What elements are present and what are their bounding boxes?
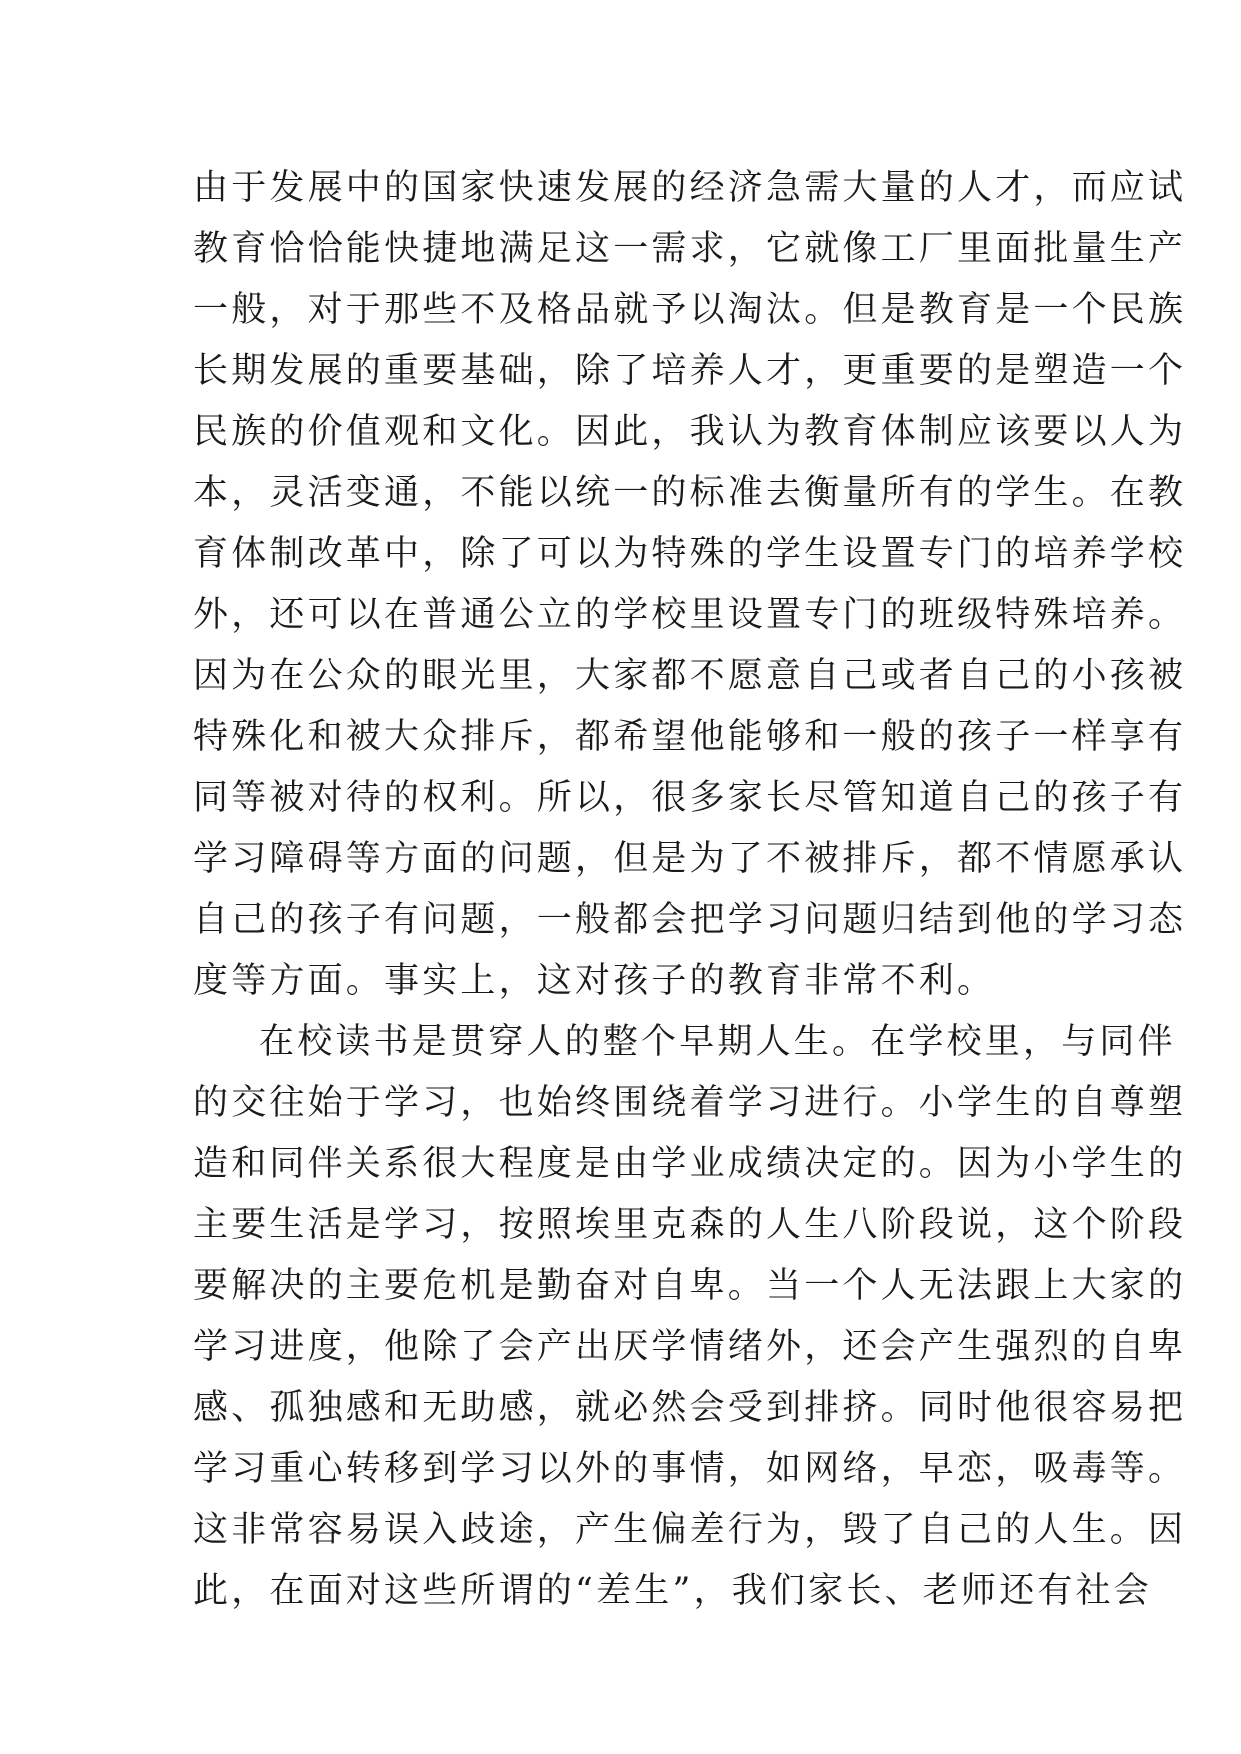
text-line: 长期发展的重要基础，除了培养人才，更重要的是塑造一个	[193, 351, 1187, 391]
text-line: 一般，对于那些不及格品就予以淘汰。但是教育是一个民族	[193, 290, 1187, 330]
text-line: 育体制改革中，除了可以为特殊的学生设置专门的培养学校	[193, 534, 1187, 574]
text-line: 因为在公众的眼光里，大家都不愿意自己或者自己的小孩被	[193, 656, 1187, 696]
text-line: 学习进度，他除了会产出厌学情绪外，还会产生强烈的自卑	[193, 1327, 1187, 1367]
text-line: 外，还可以在普通公立的学校里设置专门的班级特殊培养。	[193, 595, 1187, 635]
paragraph-2	[193, 1012, 1187, 1622]
text-line: 民族的价值观和文化。因此，我认为教育体制应该要以人为	[193, 412, 1187, 452]
text-line: 学习障碍等方面的问题，但是为了不被排斥，都不情愿承认	[193, 839, 1187, 879]
text-line: 造和同伴关系很大程度是由学业成绩决定的。因为小学生的	[193, 1144, 1187, 1184]
text-line: 同等被对待的权利。所以，很多家长尽管知道自己的孩子有	[193, 778, 1187, 818]
paragraph-1	[193, 158, 1187, 1012]
text-line: 度等方面。事实上，这对孩子的教育非常不利。	[193, 961, 996, 1001]
text-line: 要解决的主要危机是勤奋对自卑。当一个人无法跟上大家的	[193, 1266, 1187, 1306]
text-line: 主要生活是学习，按照埃里克森的人生八阶段说，这个阶段	[193, 1205, 1187, 1245]
text-line: 本，灵活变通，不能以统一的标准去衡量所有的学生。在教	[193, 473, 1187, 513]
text-line-first-indented: 在校读书是贯穿人的整个早期人生。在学校里，与同伴	[259, 1022, 1176, 1062]
text-line: 由于发展中的国家快速发展的经济急需大量的人才，而应试	[193, 168, 1187, 208]
text-line: 感、孤独感和无助感，就必然会受到排挤。同时他很容易把	[193, 1388, 1187, 1428]
text-line: 特殊化和被大众排斥，都希望他能够和一般的孩子一样享有	[193, 717, 1187, 757]
text-line: 此，在面对这些所谓的“差生”，我们家长、老师还有社会	[193, 1571, 1152, 1611]
text-line: 的交往始于学习，也始终围绕着学习进行。小学生的自尊塑	[193, 1083, 1187, 1123]
text-line: 这非常容易误入歧途，产生偏差行为，毁了自己的人生。因	[193, 1510, 1187, 1550]
body-text	[193, 158, 1187, 1622]
text-line: 教育恰恰能快捷地满足这一需求，它就像工厂里面批量生产	[193, 229, 1187, 269]
text-line: 学习重心转移到学习以外的事情，如网络，早恋，吸毒等。	[193, 1449, 1187, 1489]
text-line: 自己的孩子有问题，一般都会把学习问题归结到他的学习态	[193, 900, 1187, 940]
